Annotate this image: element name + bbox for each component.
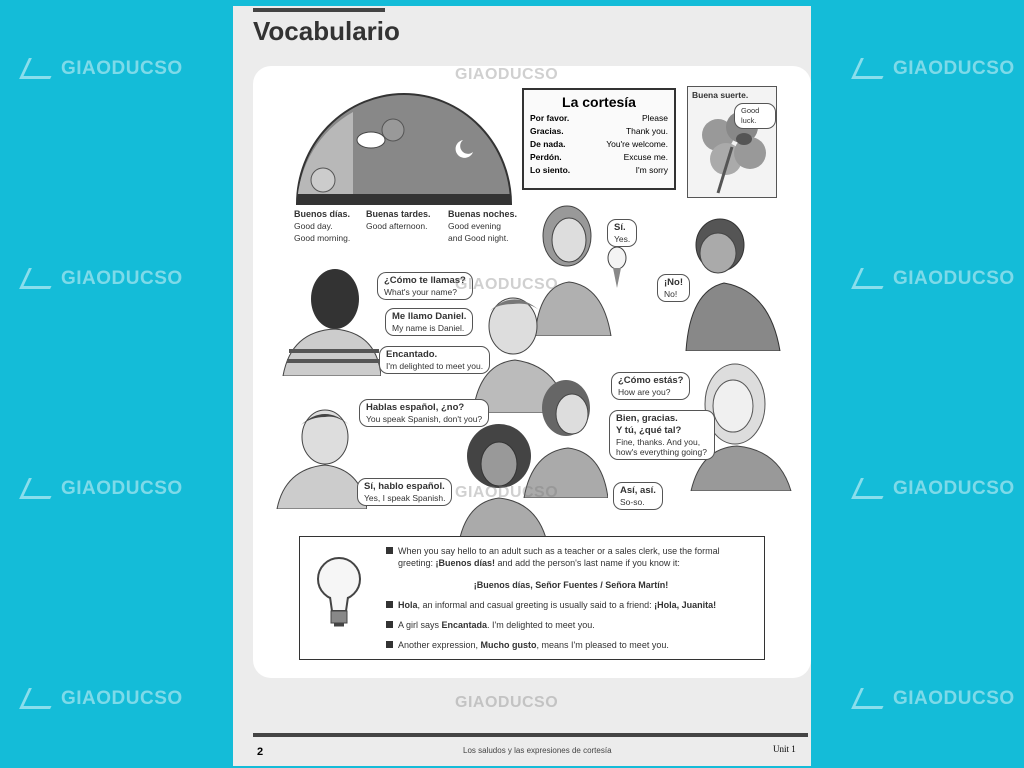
- speech-bubble-bien-gracias: Bien, gracias. Y tú, ¿qué tal? Fine, thanks. And you, how's everything going?: [609, 410, 715, 460]
- speech-bubble-me-llamo: Me llamo Daniel. My name is Daniel.: [385, 308, 473, 336]
- watermark-logo: GIAODUCSO: [24, 58, 183, 80]
- speech-bubble-como-te-llamas: ¿Cómo te llamas? What's your name?: [377, 272, 473, 300]
- speech-bubble-no: ¡No! No!: [657, 274, 690, 302]
- footer-text: Los saludos y las expresiones de cortesía: [463, 746, 612, 755]
- unit-label: Unit 1: [773, 744, 796, 754]
- watermark-logo: GIAODUCSO: [24, 478, 183, 500]
- cortesia-box: [522, 88, 676, 190]
- note-hola: Hola, an informal and casual greeting is usually said to a friend: ¡Hola, Juanita!: [386, 599, 756, 611]
- note-example: ¡Buenos días, Señor Fuentes / Señora Martín!: [473, 580, 669, 590]
- watermark-logo: GIAODUCSO: [856, 478, 1015, 500]
- day-night-illustration: [293, 82, 515, 208]
- watermark-logo: GIAODUCSO: [455, 484, 559, 501]
- boy-in-hoodie-figure: [680, 211, 790, 351]
- speech-bubble-encantado: Encantado. I'm delighted to meet you.: [379, 346, 490, 374]
- watermark-logo: GIAODUCSO: [455, 66, 559, 83]
- cortesia-row: Perdón. Excuse me.: [530, 152, 668, 162]
- greeting-caption: Buenas tardes. Good afternoon.: [366, 209, 431, 231]
- notes-box: [299, 536, 765, 660]
- note-formal-greeting: When you say hello to an adult such as a teacher or a sales clerk, use the formal greeting: ¡Buenos días! and add the person's last name if you know it:: [386, 545, 756, 569]
- cortesia-row: Gracias. Thank you.: [530, 126, 668, 136]
- note-encantada: A girl says Encantada. I'm delighted to meet you.: [386, 619, 756, 631]
- watermark-logo: GIAODUCSO: [856, 688, 1015, 710]
- note-mucho-gusto: Another expression, Mucho gusto, means I'm pleased to meet you.: [386, 639, 756, 651]
- speech-bubble-como-estas: ¿Cómo estás? How are you?: [611, 372, 690, 400]
- cortesia-row: De nada. You're welcome.: [530, 139, 668, 149]
- speech-bubble-hablas-espanol: Hablas español, ¿no? You speak Spanish, don't you?: [359, 399, 489, 427]
- cortesia-title: La cortesía: [562, 94, 636, 110]
- page-title: Vocabulario: [253, 16, 400, 46]
- greeting-caption: Buenas noches. Good evening and Good night.: [448, 209, 518, 243]
- lightbulb-icon: [314, 555, 364, 631]
- watermark-logo: GIAODUCSO: [24, 268, 183, 290]
- watermark-logo: GIAODUCSO: [24, 688, 183, 710]
- watermark-logo: GIAODUCSO: [856, 58, 1015, 80]
- good-luck-picture: [687, 86, 777, 198]
- speech-bubble-si-hablo: Sí, hablo español. Yes, I speak Spanish.: [357, 478, 452, 506]
- luck-label: Buena suerte.: [692, 90, 749, 100]
- textbook-page: [233, 6, 811, 766]
- watermark-logo: GIAODUCSO: [455, 694, 559, 711]
- cortesia-row: Lo siento. I'm sorry: [530, 165, 668, 175]
- speech-bubble-asi-asi: Así, así. So-so.: [613, 482, 663, 510]
- title-rule: [253, 8, 385, 12]
- boy-left-figure: [275, 399, 367, 509]
- curly-hair-girl-figure: [451, 416, 551, 542]
- greeting-caption: Buenos días. Good day. Good morning.: [294, 209, 351, 243]
- watermark-logo: GIAODUCSO: [856, 268, 1015, 290]
- speech-bubble-si: Sí. Yes.: [607, 219, 637, 247]
- page-number: 2: [257, 746, 264, 758]
- luck-bubble: Good luck.: [734, 103, 776, 129]
- cortesia-row: Por favor. Please: [530, 113, 668, 123]
- watermark-logo: GIAODUCSO: [455, 276, 559, 293]
- footer-rule: [253, 733, 808, 737]
- boy-striped-shirt-figure: [281, 261, 381, 376]
